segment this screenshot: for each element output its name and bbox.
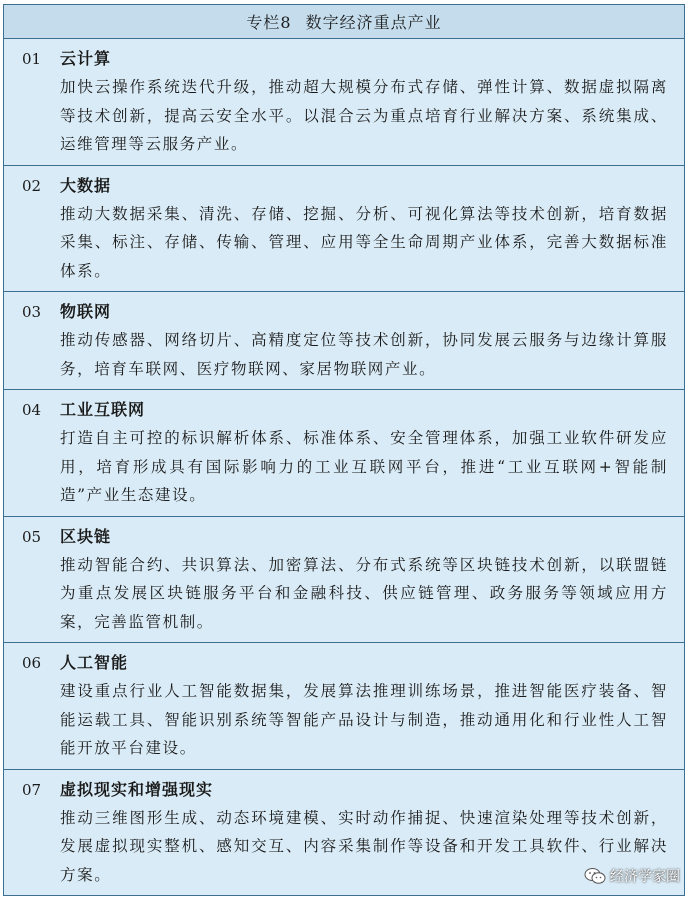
section-number: 06: [22, 654, 42, 672]
section-body: 打造自主可控的标识解析体系、标准体系、安全管理体系，加强工业软件研发应用，培育形成具有国际影响力的工业互联网平台，推进“工业互联网+智能制造”产业生态建设。: [60, 429, 668, 504]
section-body: 推动智能合约、共识算法、加密算法、分布式系统等区块链技术创新，以联盟链为重点发展区块链服务平台和金融科技、供应链管理、政务服务等领域应用方案，完善监管机制。: [60, 555, 668, 631]
section-body: 推动大数据采集、清洗、存储、挖掘、分析、可视化算法等技术创新，培育数据采集、标注、存储、传输、管理、应用等全生命周期产业体系，完善大数据标准体系。: [60, 204, 668, 280]
section-body: 建设重点行业人工智能数据集，发展算法推理训练场景，推进智能医疗装备、智能运载工具、智能识别系统等智能产品设计与制造，推动通用化和行业性人工智能开放平台建设。: [60, 682, 668, 757]
section-industrial-internet: [4, 390, 684, 517]
section-vr-ar: [4, 770, 684, 896]
section-title: 物联网: [60, 302, 112, 321]
section-title: 区块链: [60, 526, 112, 546]
watermark: [584, 866, 680, 886]
section-title: 虚拟现实和增强现实: [60, 779, 214, 799]
box-label: 专栏8: [246, 13, 292, 32]
section-blockchain: [4, 517, 684, 644]
section-ai: [4, 643, 684, 770]
box-header: [4, 5, 684, 39]
section-number: 04: [22, 401, 42, 419]
section-big-data: [4, 166, 684, 293]
section-title: 大数据: [60, 175, 112, 195]
section-iot: [4, 292, 684, 390]
section-body: 推动传感器、网络切片、高精度定位等技术创新，协同发展云服务与边缘计算服务，培育车联网、医疗物联网、家居物联网产业。: [60, 331, 668, 378]
wechat-icon: [584, 867, 606, 885]
section-title: 人工智能: [60, 653, 129, 672]
section-number: 02: [22, 176, 42, 195]
section-body: 推动三维图形生成、动态环境建模、实时动作捕捉、快速渲染处理等技术创新，发展虚拟现实整机、感知交互、内容采集制作等设备和开发工具软件、行业解决方案。: [60, 808, 668, 884]
feature-box: [3, 4, 685, 896]
section-number: 05: [22, 527, 42, 546]
section-cloud-computing: [4, 39, 684, 166]
section-body: 加快云操作系统迭代升级，推动超大规模分布式存储、弹性计算、数据虚拟隔离等技术创新，提高云安全水平。以混合云为重点培育行业解决方案、系统集成、运维管理等云服务产业。: [60, 78, 668, 153]
box-title: 数字经济重点产业: [305, 13, 442, 32]
section-number: 07: [22, 780, 42, 799]
watermark-text: 经济学家圈: [610, 869, 680, 885]
section-title: 工业互联网: [60, 400, 146, 419]
section-number: 03: [22, 303, 42, 321]
section-number: 01: [22, 50, 42, 68]
section-title: 云计算: [60, 49, 112, 68]
